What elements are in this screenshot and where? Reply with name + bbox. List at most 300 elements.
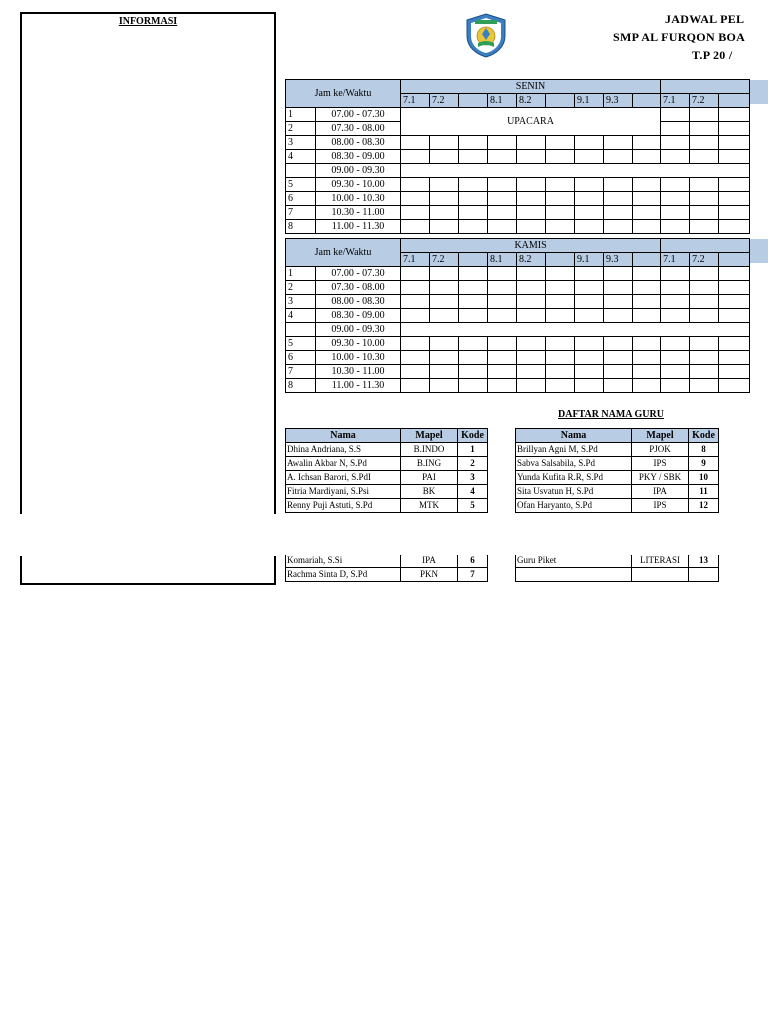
guru-name: Guru Piket	[516, 554, 632, 568]
schedule-cell	[575, 351, 604, 365]
schedule-cell	[430, 136, 459, 150]
schedule-row	[286, 192, 750, 206]
schedule-cell	[690, 178, 719, 192]
guru-row	[516, 485, 719, 499]
schedule-cell	[430, 365, 459, 379]
info-title: INFORMASI	[118, 16, 178, 27]
period-time: 07.30 - 08.00	[316, 122, 401, 136]
schedule-cell	[459, 150, 488, 164]
period-number: 8	[286, 220, 316, 234]
guru-row	[286, 568, 488, 582]
schedule-cell	[401, 136, 430, 150]
schedule-cell	[633, 192, 661, 206]
guru-kode: 10	[689, 471, 719, 485]
period-time: 11.00 - 11.30	[316, 220, 401, 234]
class-header-cell: 7.2	[690, 94, 719, 108]
guru-list-title: DAFTAR NAMA GURU	[558, 409, 664, 420]
side-tab-senin	[748, 80, 768, 104]
schedule-cell	[719, 220, 750, 234]
schedule-cell	[546, 365, 575, 379]
schedule-cell	[401, 220, 430, 234]
schedule-cell	[488, 206, 517, 220]
period-time: 07.00 - 07.30	[316, 267, 401, 281]
period-time: 09.00 - 09.30	[316, 323, 401, 337]
schedule-cell	[661, 150, 690, 164]
guru-name: Renny Puji Astuti, S.Pd	[286, 499, 401, 513]
class-header-cell: 8.2	[517, 253, 546, 267]
period-time: 10.00 - 10.30	[316, 351, 401, 365]
guru-row	[516, 443, 719, 457]
schedule-cell	[430, 178, 459, 192]
schedule-row	[286, 351, 750, 365]
schedule-cell	[633, 379, 661, 393]
schedule-cell	[575, 178, 604, 192]
guru-mapel	[632, 568, 689, 582]
period-number: 6	[286, 192, 316, 206]
schedule-cell	[575, 267, 604, 281]
schedule-cell	[401, 365, 430, 379]
period-time: 10.30 - 11.00	[316, 206, 401, 220]
schedule-cell	[488, 150, 517, 164]
schedule-cell	[690, 295, 719, 309]
guru-header-mapel: Mapel	[401, 429, 458, 443]
school-year: T.P 20 /	[692, 48, 733, 62]
schedule-cell	[401, 178, 430, 192]
schedule-cell	[690, 192, 719, 206]
guru-mapel: IPA	[632, 485, 689, 499]
schedule-cell	[575, 192, 604, 206]
guru-header-nama: Nama	[286, 429, 401, 443]
schedule-cell	[604, 309, 633, 323]
schedule-row	[286, 267, 750, 281]
schedule-cell	[459, 295, 488, 309]
schedule-cell	[459, 136, 488, 150]
period-number: 4	[286, 309, 316, 323]
schedule-cell	[488, 192, 517, 206]
schedule-cell	[604, 206, 633, 220]
guru-header-kode: Kode	[458, 429, 488, 443]
class-header-cell: 7.1	[401, 94, 430, 108]
schedule-cell	[633, 206, 661, 220]
schedule-cell	[517, 136, 546, 150]
schedule-cell	[517, 267, 546, 281]
schedule-cell	[604, 295, 633, 309]
schedule-cell	[661, 365, 690, 379]
schedule-cell	[604, 220, 633, 234]
guru-name: Komariah, S.Si	[286, 554, 401, 568]
schedule-cell	[517, 150, 546, 164]
class-header-cell	[459, 94, 488, 108]
schedule-cell	[401, 192, 430, 206]
schedule-cell	[430, 351, 459, 365]
schedule-table-kamis	[285, 238, 750, 393]
schedule-cell	[719, 379, 750, 393]
schedule-row	[286, 295, 750, 309]
schedule-cell	[575, 281, 604, 295]
class-header-cell: 7.2	[690, 253, 719, 267]
schedule-cell	[488, 136, 517, 150]
guru-kode: 13	[689, 554, 719, 568]
guru-row	[286, 471, 488, 485]
period-time: 08.00 - 08.30	[316, 136, 401, 150]
schedule-cell	[430, 337, 459, 351]
schedule-cell	[517, 309, 546, 323]
class-header-cell	[719, 253, 750, 267]
info-panel-bottom	[20, 556, 276, 585]
class-header-cell	[719, 94, 750, 108]
schedule-cell	[459, 220, 488, 234]
schedule-row	[286, 281, 750, 295]
guru-header-mapel: Mapel	[632, 429, 689, 443]
class-header-cell	[459, 253, 488, 267]
schedule-cell	[633, 309, 661, 323]
schedule-cell	[690, 281, 719, 295]
schedule-cell	[430, 295, 459, 309]
schedule-cell	[401, 267, 430, 281]
class-header-cell: 7.1	[661, 253, 690, 267]
schedule-cell	[633, 351, 661, 365]
info-panel	[20, 12, 276, 514]
class-header-cell: 9.1	[575, 94, 604, 108]
schedule-cell	[459, 178, 488, 192]
guru-row	[286, 457, 488, 471]
period-time: 08.30 - 09.00	[316, 150, 401, 164]
schedule-cell	[430, 206, 459, 220]
schedule-cell	[604, 192, 633, 206]
schedule-cell	[661, 136, 690, 150]
period-number: 7	[286, 365, 316, 379]
guru-row	[516, 457, 719, 471]
schedule-cell	[488, 178, 517, 192]
schedule-cell	[401, 337, 430, 351]
schedule-cell	[661, 351, 690, 365]
schedule-cell	[488, 309, 517, 323]
schedule-cell	[661, 337, 690, 351]
schedule-cell	[719, 192, 750, 206]
guru-name	[516, 568, 632, 582]
schedule-cell	[459, 337, 488, 351]
schedule-cell	[575, 136, 604, 150]
schedule-cell	[661, 281, 690, 295]
schedule-cell	[546, 337, 575, 351]
schedule-row	[286, 365, 750, 379]
schedule-cell	[517, 337, 546, 351]
guru-name: Dhina Andriana, S.S	[286, 443, 401, 457]
schedule-cell	[517, 192, 546, 206]
guru-name: Sita Usvatun H, S.Pd	[516, 485, 632, 499]
jam-header: Jam ke/Waktu	[286, 80, 401, 108]
period-time: 10.30 - 11.00	[316, 365, 401, 379]
schedule-cell	[604, 337, 633, 351]
schedule-cell	[719, 150, 750, 164]
schedule-cell	[604, 267, 633, 281]
schedule-cell	[661, 295, 690, 309]
schedule-cell	[488, 281, 517, 295]
schedule-cell	[517, 206, 546, 220]
schedule-cell	[719, 365, 750, 379]
schedule-cell	[719, 136, 750, 150]
period-number: 5	[286, 178, 316, 192]
guru-row	[516, 554, 719, 568]
schedule-cell	[401, 295, 430, 309]
schedule-cell	[546, 192, 575, 206]
guru-kode: 11	[689, 485, 719, 499]
guru-header-kode: Kode	[689, 429, 719, 443]
schedule-cell	[661, 220, 690, 234]
period-time: 11.00 - 11.30	[316, 379, 401, 393]
schedule-title: JADWAL PEL	[665, 12, 745, 26]
schedule-cell	[459, 351, 488, 365]
period-number: 2	[286, 281, 316, 295]
guru-header-nama: Nama	[516, 429, 632, 443]
schedule-cell	[604, 150, 633, 164]
schedule-cell	[719, 108, 750, 122]
upacara-cell: UPACARA	[401, 108, 661, 136]
side-tab-kamis	[748, 239, 768, 263]
jam-header: Jam ke/Waktu	[286, 239, 401, 267]
schedule-cell	[604, 365, 633, 379]
period-number	[286, 323, 316, 337]
schedule-cell	[575, 309, 604, 323]
schedule-cell	[488, 295, 517, 309]
schedule-cell	[517, 379, 546, 393]
schedule-row	[286, 206, 750, 220]
guru-name: Fitria Mardiyani, S.Psi	[286, 485, 401, 499]
schedule-cell	[517, 351, 546, 365]
class-header-cell	[546, 253, 575, 267]
schedule-row	[286, 136, 750, 150]
schedule-cell	[575, 220, 604, 234]
schedule-cell	[633, 365, 661, 379]
schedule-cell	[546, 150, 575, 164]
schedule-cell	[517, 220, 546, 234]
schedule-cell	[690, 136, 719, 150]
schedule-cell	[459, 206, 488, 220]
schedule-row	[286, 323, 750, 337]
period-number: 6	[286, 351, 316, 365]
guru-mapel: B.ING	[401, 457, 458, 471]
schedule-cell	[690, 365, 719, 379]
schedule-cell	[401, 150, 430, 164]
schedule-cell	[401, 379, 430, 393]
period-number: 2	[286, 122, 316, 136]
period-number: 4	[286, 150, 316, 164]
schedule-row	[286, 164, 750, 178]
schedule-cell	[690, 351, 719, 365]
schedule-cell	[546, 136, 575, 150]
guru-name: Sabva Salsabila, S.Pd	[516, 457, 632, 471]
schedule-cell	[575, 337, 604, 351]
schedule-cell	[604, 351, 633, 365]
guru-row	[516, 568, 719, 582]
schedule-cell	[633, 220, 661, 234]
class-header-cell: 8.1	[488, 253, 517, 267]
schedule-cell	[661, 206, 690, 220]
schedule-row	[286, 379, 750, 393]
schedule-cell	[690, 309, 719, 323]
schedule-cell	[661, 108, 690, 122]
guru-kode: 5	[458, 499, 488, 513]
guru-row	[286, 443, 488, 457]
schedule-cell	[690, 122, 719, 136]
schedule-cell	[459, 281, 488, 295]
schedule-row	[286, 108, 750, 122]
period-time: 09.00 - 09.30	[316, 164, 401, 178]
schedule-row	[286, 220, 750, 234]
schedule-cell	[430, 220, 459, 234]
schedule-cell	[690, 267, 719, 281]
guru-kode: 1	[458, 443, 488, 457]
guru-name: Brillyan Agni M, S.Pd	[516, 443, 632, 457]
schedule-cell	[488, 337, 517, 351]
schedule-cell	[546, 295, 575, 309]
schedule-cell	[719, 122, 750, 136]
break-slot	[401, 323, 750, 337]
schedule-cell	[604, 136, 633, 150]
period-number: 8	[286, 379, 316, 393]
page-gap	[0, 515, 768, 555]
schedule-cell	[517, 365, 546, 379]
period-time: 09.30 - 10.00	[316, 337, 401, 351]
day-header-next	[661, 80, 750, 94]
guru-mapel: PKY / SBK	[632, 471, 689, 485]
schedule-cell	[719, 178, 750, 192]
schedule-cell	[401, 309, 430, 323]
period-time: 08.30 - 09.00	[316, 309, 401, 323]
schedule-row	[286, 150, 750, 164]
guru-kode: 12	[689, 499, 719, 513]
guru-row	[286, 485, 488, 499]
schedule-cell	[633, 267, 661, 281]
schedule-cell	[546, 309, 575, 323]
class-header-cell	[633, 94, 661, 108]
schedule-cell	[604, 281, 633, 295]
guru-mapel: LITERASI	[632, 554, 689, 568]
schedule-cell	[430, 309, 459, 323]
class-header-cell: 8.1	[488, 94, 517, 108]
schedule-row	[286, 178, 750, 192]
schedule-cell	[459, 192, 488, 206]
schedule-cell	[517, 295, 546, 309]
schedule-cell	[661, 379, 690, 393]
schedule-cell	[459, 365, 488, 379]
schedule-cell	[690, 206, 719, 220]
schedule-cell	[633, 178, 661, 192]
guru-kode: 3	[458, 471, 488, 485]
schedule-cell	[661, 122, 690, 136]
schedule-cell	[546, 267, 575, 281]
schedule-cell	[546, 351, 575, 365]
class-header-cell: 7.1	[661, 94, 690, 108]
break-slot	[401, 164, 750, 178]
guru-mapel: IPS	[632, 499, 689, 513]
class-header-cell: 7.1	[401, 253, 430, 267]
schedule-cell	[430, 192, 459, 206]
period-number: 3	[286, 295, 316, 309]
schedule-cell	[575, 379, 604, 393]
schedule-cell	[546, 206, 575, 220]
schedule-cell	[661, 178, 690, 192]
schedule-cell	[430, 379, 459, 393]
schedule-cell	[661, 309, 690, 323]
schedule-cell	[719, 267, 750, 281]
guru-name: Rachma Sinta D, S.Pd	[286, 568, 401, 582]
schedule-cell	[633, 295, 661, 309]
guru-mapel: IPS	[632, 457, 689, 471]
schedule-cell	[719, 337, 750, 351]
guru-mapel: B.INDO	[401, 443, 458, 457]
schedule-cell	[546, 178, 575, 192]
guru-kode: 9	[689, 457, 719, 471]
day-header-senin: SENIN	[401, 80, 661, 94]
class-header-cell: 8.2	[517, 94, 546, 108]
schedule-cell	[719, 351, 750, 365]
period-time: 07.00 - 07.30	[316, 108, 401, 122]
day-header-next	[661, 239, 750, 253]
schedule-cell	[517, 178, 546, 192]
schedule-table-senin	[285, 79, 750, 234]
guru-name: A. Ichsan Barori, S.PdI	[286, 471, 401, 485]
period-time: 10.00 - 10.30	[316, 192, 401, 206]
guru-mapel: IPA	[401, 554, 458, 568]
schedule-cell	[575, 365, 604, 379]
schedule-cell	[633, 136, 661, 150]
schedule-cell	[401, 281, 430, 295]
schedule-cell	[401, 206, 430, 220]
guru-mapel: MTK	[401, 499, 458, 513]
guru-kode: 7	[458, 568, 488, 582]
class-header-cell	[633, 253, 661, 267]
guru-mapel: PAI	[401, 471, 458, 485]
schedule-cell	[690, 150, 719, 164]
schedule-cell	[488, 351, 517, 365]
guru-row	[286, 554, 488, 568]
guru-row	[286, 499, 488, 513]
guru-name: Ofan Haryanto, S.Pd	[516, 499, 632, 513]
guru-kode	[689, 568, 719, 582]
schedule-cell	[459, 309, 488, 323]
schedule-cell	[575, 150, 604, 164]
class-header-cell	[546, 94, 575, 108]
guru-mapel: PKN	[401, 568, 458, 582]
period-number: 5	[286, 337, 316, 351]
schedule-cell	[488, 379, 517, 393]
guru-kode: 4	[458, 485, 488, 499]
school-name: SMP AL FURQON BOA	[613, 30, 746, 44]
class-header-cell: 7.2	[430, 253, 459, 267]
period-number: 1	[286, 267, 316, 281]
schedule-cell	[488, 220, 517, 234]
schedule-row	[286, 309, 750, 323]
schedule-cell	[690, 108, 719, 122]
day-header-kamis: KAMIS	[401, 239, 661, 253]
schedule-cell	[633, 150, 661, 164]
schedule-cell	[575, 295, 604, 309]
schedule-cell	[719, 309, 750, 323]
schedule-cell	[604, 178, 633, 192]
schedule-cell	[430, 150, 459, 164]
guru-row	[516, 471, 719, 485]
schedule-cell	[690, 220, 719, 234]
schedule-cell	[690, 337, 719, 351]
schedule-cell	[633, 281, 661, 295]
period-number: 3	[286, 136, 316, 150]
schedule-cell	[546, 220, 575, 234]
schedule-cell	[604, 379, 633, 393]
schedule-cell	[546, 379, 575, 393]
schedule-cell	[719, 295, 750, 309]
schedule-cell	[459, 379, 488, 393]
